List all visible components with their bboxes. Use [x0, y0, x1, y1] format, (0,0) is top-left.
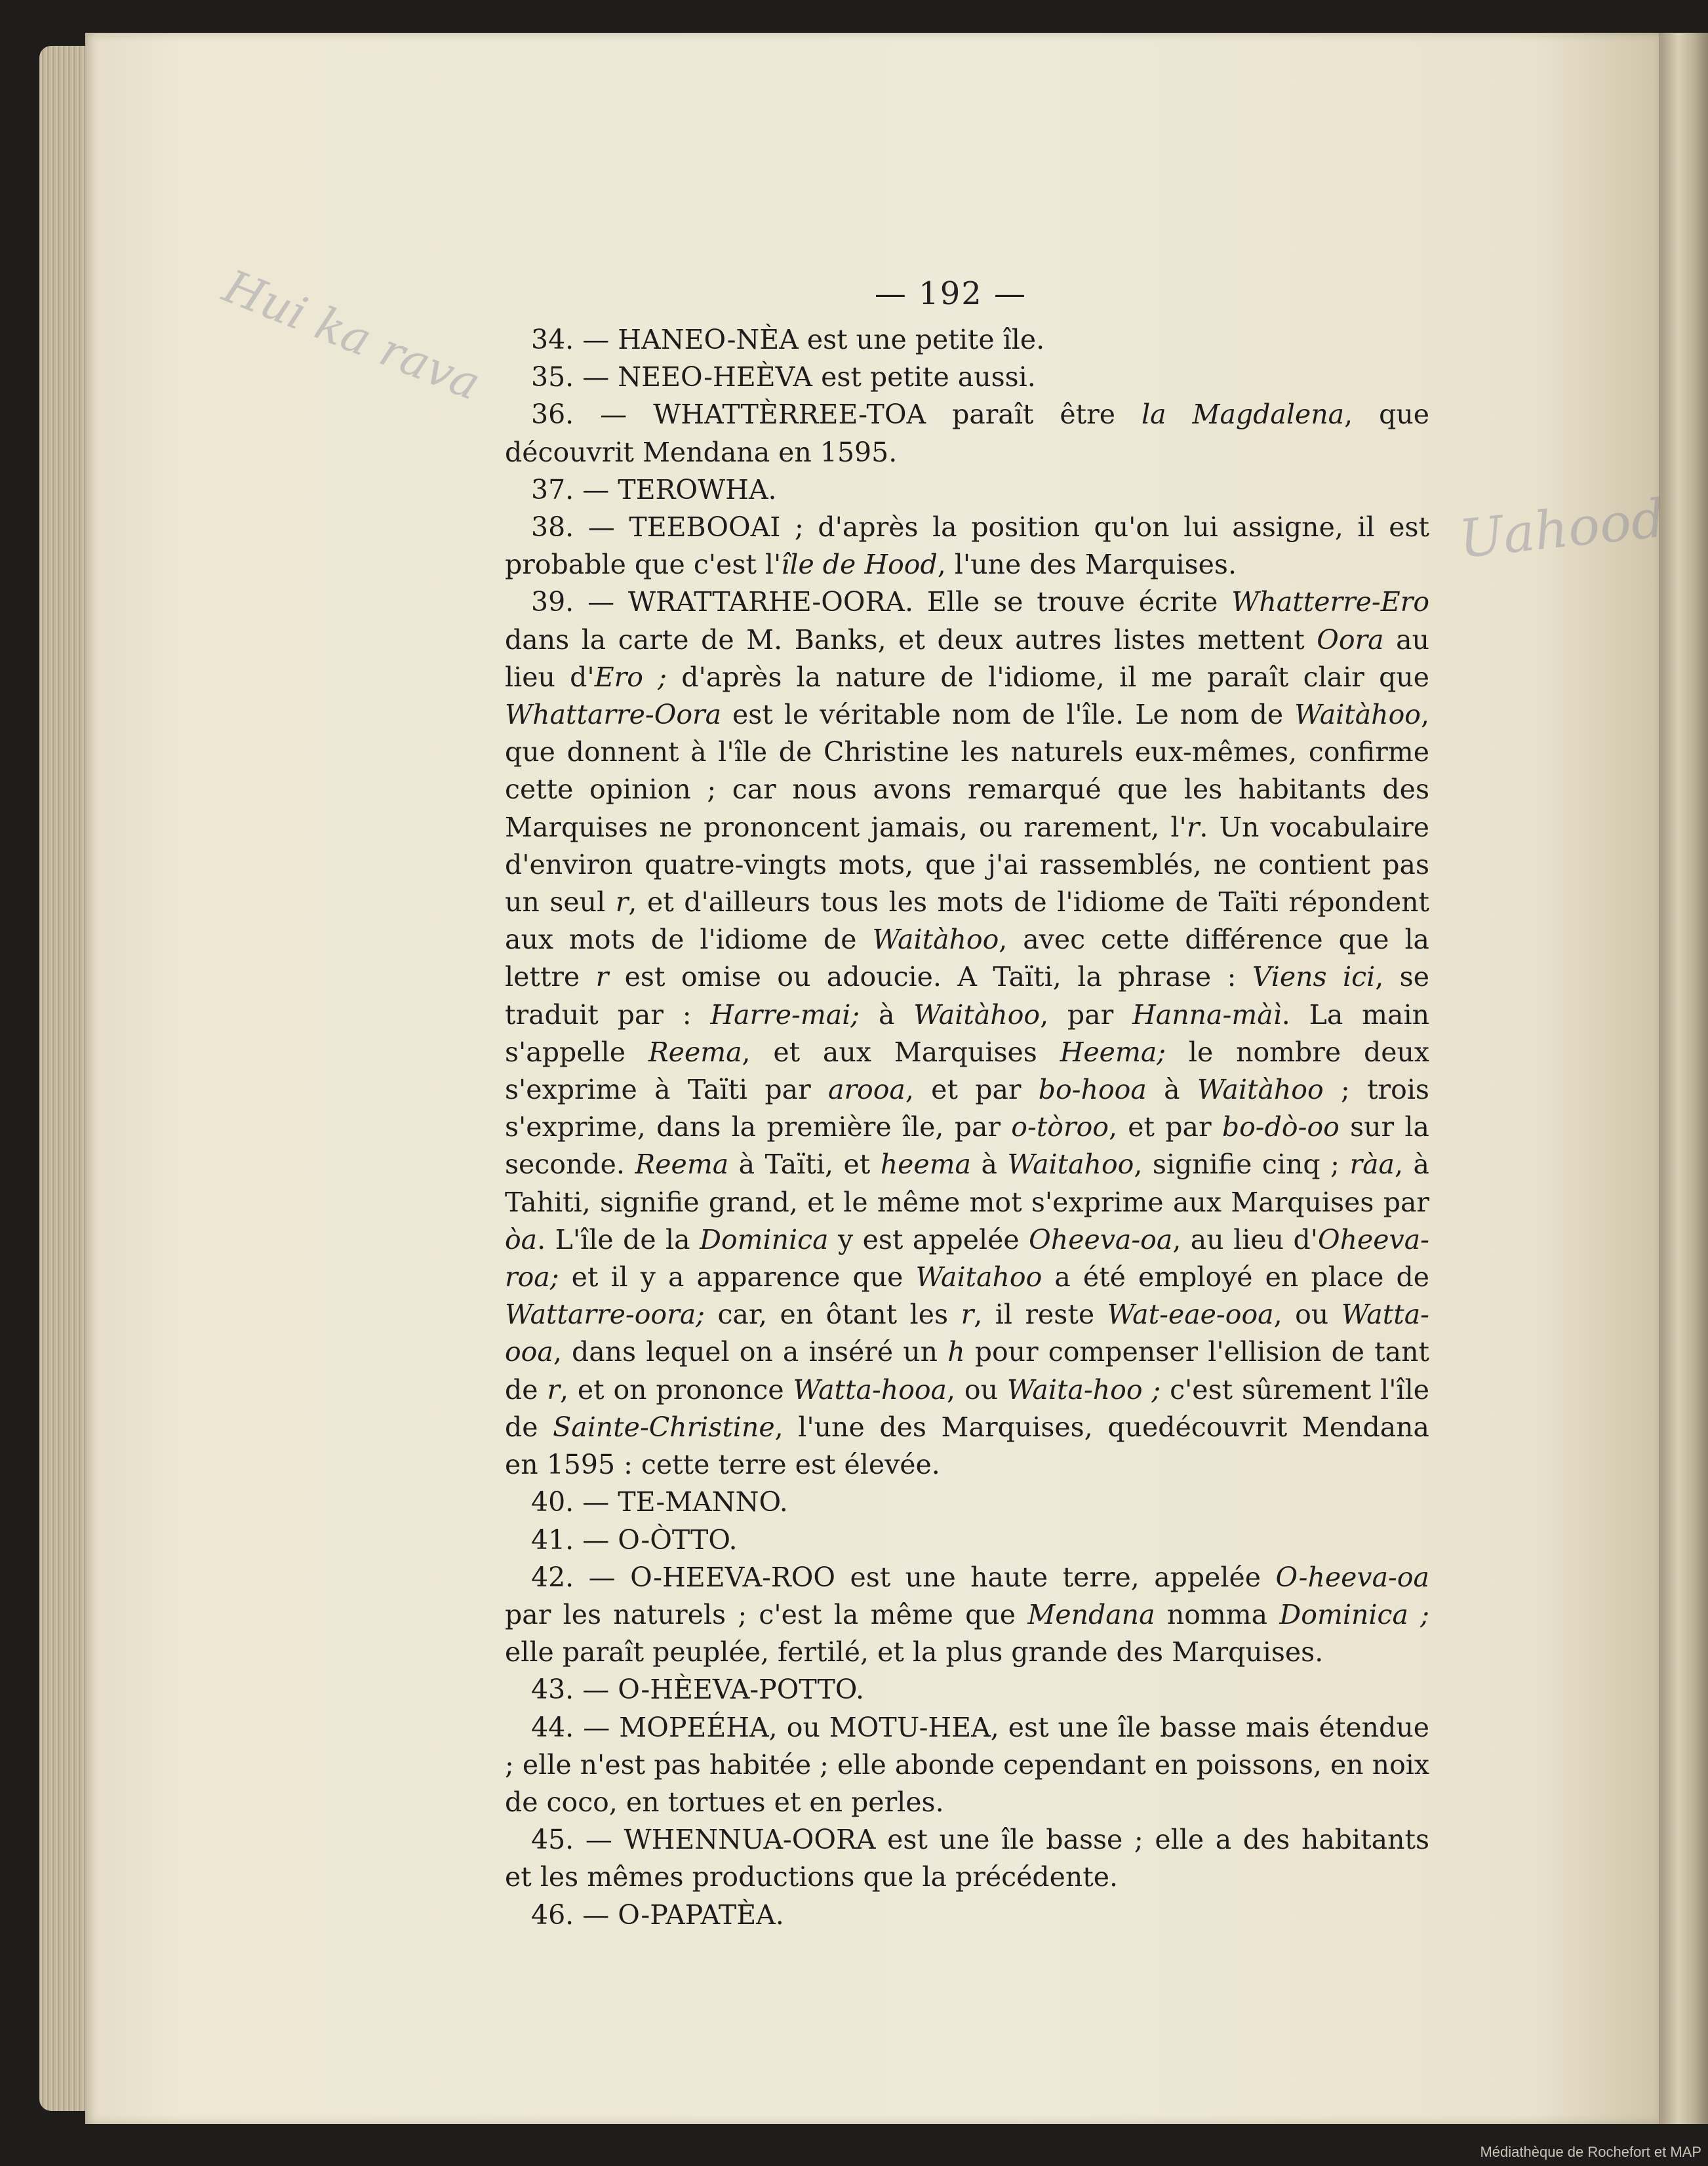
entry-text: — TEEBOOAI ; d'après la position qu'on lui assigne, il est probable que c'est l' — [505, 511, 1429, 581]
entry-40 — [505, 1484, 1429, 1521]
italic-name: òa — [505, 1223, 538, 1255]
entry-number: 42. — [531, 1561, 574, 1593]
entry-text: — O-ÒTTO. — [574, 1524, 738, 1556]
italic-name: Waitàhoo — [872, 924, 999, 956]
entry-text: , et par — [1108, 1111, 1222, 1143]
italic-name: o-tòroo — [1011, 1111, 1109, 1143]
entry-text: , il reste — [974, 1299, 1107, 1331]
entry-text: par les naturels ; c'est la même que — [505, 1598, 1028, 1630]
entry-text: elle paraît peuplée, fertilé, et la plus grande des Marquises. — [505, 1636, 1324, 1668]
entry-38 — [505, 509, 1429, 583]
italic-name: la Magdalena — [1141, 399, 1345, 431]
italic-name: r — [961, 1299, 974, 1331]
entry-number: 44. — [531, 1711, 574, 1743]
italic-name: Heema; — [1060, 1036, 1166, 1068]
entry-39 — [505, 583, 1429, 1484]
entry-text: . Un vocabulaire d'environ quatre-vingts mots, que j'ai rassemblés, ne contient pas un seul — [505, 811, 1430, 918]
entry-text: — NEEO-HEÈVA est petite aussi. — [574, 361, 1036, 393]
entry-number: 37. — [531, 473, 574, 505]
entry-text: , que donnent à l'île de Christine les naturels eux-mêmes, confirme cette opinion ; car nous avons remarqué que les habitants des Marquises ne prononcent jamais, ou rarement, l' — [505, 699, 1429, 843]
italic-name: île de Hood — [781, 549, 938, 581]
entry-text: a été employé en place de — [1042, 1261, 1430, 1293]
entry-text: — MOPEÉHA, ou MOTU-HEA, est une île basse mais étendue ; elle n'est pas habitée ; elle abonde cependant en poissons, en noix de coco, en tortues et en perles. — [505, 1711, 1429, 1818]
entry-37 — [505, 471, 1429, 509]
margin-note-left: Hui ka rava — [216, 259, 488, 411]
italic-name: Whattarre-Oora — [505, 699, 722, 731]
entry-44 — [505, 1709, 1429, 1822]
italic-name: Ero ; — [594, 661, 667, 693]
entry-text: , à Tahiti, signifie grand, et le même mot s'exprime aux Marquises par — [505, 1149, 1429, 1218]
book-gutter — [1659, 33, 1708, 2124]
italic-name: Sainte-Christine — [553, 1411, 775, 1443]
entry-41 — [505, 1522, 1429, 1559]
entry-text: au lieu d' — [505, 623, 1429, 693]
page-body-text — [505, 321, 1429, 1934]
entry-text: , l'une des Marquises. — [937, 549, 1237, 581]
entry-text: , par — [1040, 998, 1133, 1031]
italic-name: Whatterre-Ero — [1231, 586, 1429, 618]
entry-text: — O-HÈEVA-POTTO. — [574, 1674, 865, 1706]
italic-name: Waitahoo — [1007, 1149, 1134, 1181]
italic-name: h — [947, 1336, 965, 1368]
entry-number: 40. — [531, 1486, 574, 1518]
entry-text: nomma — [1155, 1598, 1280, 1630]
page-number: — 192 — — [874, 275, 1027, 312]
italic-name: heema — [880, 1149, 972, 1181]
entry-text: — HANEO-NÈA est une petite île. — [574, 324, 1045, 355]
entry-text: ; trois s'exprime, dans la première île, par — [505, 1074, 1429, 1143]
italic-name: Dominica ; — [1279, 1598, 1429, 1630]
entry-35 — [505, 359, 1429, 396]
italic-name: Oheeva-roa; — [505, 1223, 1429, 1293]
entry-text: — WHENNUA-OORA est une île basse ; elle a des habitants et les mêmes productions que la précédente. — [505, 1824, 1429, 1893]
entry-number: 41. — [531, 1524, 574, 1556]
italic-name: r — [1186, 811, 1200, 843]
italic-name: Reema — [648, 1036, 742, 1068]
entry-text: — WRATTARHE-OORA. Elle se trouve écrite — [574, 586, 1232, 618]
italic-name: Dominica — [700, 1223, 829, 1255]
entry-text: , ou — [947, 1373, 1007, 1406]
entry-42 — [505, 1559, 1429, 1672]
entry-text: — TE-MANNO. — [574, 1486, 788, 1518]
italic-name: r — [595, 961, 609, 993]
entry-text: le nombre deux s'exprime à Taïti par — [505, 1036, 1429, 1106]
entry-text: — O-PAPATÈA. — [574, 1899, 784, 1931]
entry-text: d'après la nature de l'idiome, il me paraît clair que — [666, 661, 1429, 693]
entry-36 — [505, 396, 1429, 471]
entry-text: dans la carte de M. Banks, et deux autres listes mettent — [505, 623, 1317, 656]
italic-name: Waitàhoo — [1294, 699, 1421, 731]
entry-text: , se traduit par : — [505, 961, 1429, 1031]
italic-name: O-heeva-oa — [1275, 1561, 1429, 1593]
italic-name: Hanna-màì — [1132, 998, 1282, 1031]
entry-text: à — [1146, 1074, 1197, 1106]
italic-name: arooa — [828, 1074, 905, 1106]
entry-text: , que découvrit Mendana en 1595. — [505, 399, 1429, 468]
italic-name: Viens ici — [1252, 961, 1376, 993]
margin-note-right: Uahood — [1456, 487, 1668, 570]
entry-text: à — [860, 998, 914, 1031]
italic-name: Waitahoo — [915, 1261, 1043, 1293]
entry-number: 45. — [531, 1824, 574, 1856]
entry-text: y est appelée — [828, 1223, 1029, 1255]
entry-text: c'est sûrement l'île de — [505, 1373, 1429, 1443]
italic-name: Oora — [1317, 623, 1384, 656]
italic-name: Waitàhoo — [913, 998, 1041, 1031]
italic-name: Oheeva-oa — [1029, 1223, 1173, 1255]
entry-text: à Taïti, et — [728, 1149, 881, 1181]
italic-name: Wat-eae-ooa — [1107, 1299, 1274, 1331]
entry-text: . L'île de la — [537, 1223, 700, 1255]
entry-text: , ou — [1273, 1299, 1341, 1331]
entry-text: , et par — [905, 1074, 1039, 1106]
entry-text: , et d'ailleurs tous les mots de l'idiome de Taïti répondent aux mots de l'idiome de — [505, 886, 1429, 956]
entry-text: — O-HEEVA-ROO est une haute terre, appelée — [574, 1561, 1276, 1593]
italic-name: Watta-hooa — [793, 1373, 947, 1406]
entry-number: 34. — [531, 324, 574, 355]
entry-text: est omise ou adoucie. A Taïti, la phrase : — [608, 961, 1252, 993]
italic-name: Waitàhoo — [1197, 1074, 1324, 1106]
entry-text: , et aux Marquises — [742, 1036, 1060, 1068]
entry-text: , dans lequel on a inséré un — [553, 1336, 948, 1368]
entry-34 — [505, 321, 1429, 359]
entry-number: 38. — [531, 511, 574, 543]
entry-text: . La main s'appelle — [505, 998, 1429, 1068]
entry-text: pour compenser l'ellision de tant de — [505, 1336, 1429, 1406]
entry-43 — [505, 1671, 1429, 1708]
entry-text: car, en ôtant les — [704, 1299, 961, 1331]
italic-name: Watta-ooa — [505, 1299, 1429, 1368]
entry-text: , avec cette différence que la lettre — [505, 924, 1429, 993]
italic-name: ràa — [1349, 1149, 1395, 1181]
italic-name: r — [547, 1373, 560, 1406]
entry-number: 35. — [531, 361, 574, 393]
entry-text: , signifie cinq ; — [1134, 1149, 1350, 1181]
entry-text: sur la seconde. — [505, 1111, 1429, 1181]
entry-text: , au lieu d' — [1172, 1223, 1318, 1255]
entry-46 — [505, 1897, 1429, 1934]
entry-number: 43. — [531, 1674, 574, 1706]
italic-name: Harre-mai; — [710, 998, 860, 1031]
entry-text: est le véritable nom de l'île. Le nom de — [721, 699, 1295, 731]
entry-text: — TEROWHA. — [574, 473, 777, 505]
entry-number: 46. — [531, 1899, 574, 1931]
credit-watermark: Médiathèque de Rochefort et MAP — [1480, 2144, 1701, 2160]
entry-text: — WHATTÈRREE-TOA paraît être — [574, 399, 1142, 431]
italic-name: bo-hooa — [1038, 1074, 1147, 1106]
entry-text: , et on prononce — [559, 1373, 793, 1406]
entry-number: 39. — [531, 586, 574, 618]
entry-45 — [505, 1821, 1429, 1896]
entry-text: à — [971, 1149, 1008, 1181]
italic-name: r — [615, 886, 629, 918]
italic-name: Wattarre-oora; — [505, 1299, 705, 1331]
italic-name: Waita-hoo ; — [1006, 1373, 1161, 1406]
entry-text: , l'une des Marquises, quedécouvrit Mendana en 1595 : cette terre est élevée. — [505, 1411, 1430, 1481]
italic-name: Mendana — [1027, 1598, 1155, 1630]
italic-name: Reema — [635, 1149, 729, 1181]
entry-text: et il y a apparence que — [559, 1261, 916, 1293]
entry-number: 36. — [531, 399, 574, 431]
italic-name: bo-dò-oo — [1221, 1111, 1340, 1143]
